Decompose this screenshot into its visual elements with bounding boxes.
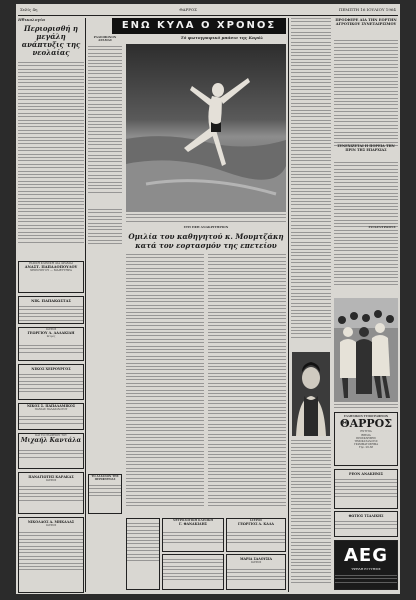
paper-name: ΘΑΡΡΟΣ bbox=[179, 6, 197, 12]
ad-narrow bbox=[126, 518, 160, 590]
ad-tharros-title: ΕΛΛΗΝΙΚΟΝ ΤΥΠΟΓΡΑΦΕΙΟΝ bbox=[343, 415, 389, 418]
crowd-image bbox=[334, 298, 398, 402]
ad-kala-title: ΙΑΤΡΟΣ bbox=[249, 518, 263, 522]
right-top-headline: ΠΡΟΣΦΕΡΕ ΔΙΑ ΤΗΝ ΕΟΡΤΗΝ ΑΓΡΟΤΙΚΟΥ ΣΥΝΕΤΑΙΡΙΣΜΟΥ bbox=[335, 18, 397, 27]
ad-neuro-name: Γ. ΦΑΝΑΚΙΔΗΣ bbox=[178, 522, 208, 527]
ad-peripheral-title: ΤΟ ΔΑΣΑΝΟΝ ΤΗΣ ΠΕΡΙΦΕΡΕΙΑΣ bbox=[91, 475, 119, 482]
aeg-tagline: ΥΨΗΛΗ ΕΓΓΥΗΣΙΣ bbox=[351, 567, 381, 571]
ad-karakas bbox=[18, 472, 84, 514]
page-header bbox=[16, 4, 400, 14]
ad-karakas-name: ΠΑΝΑΓΙΩΤΗΣ ΚΑΡΑΚΑΣ bbox=[28, 475, 74, 479]
ad-tsalikis-name: ΦΩΤΙΟΣ ΤΣΑΛΙΚΗΣ bbox=[348, 514, 384, 518]
page-number: Σελίς 4η bbox=[20, 6, 38, 12]
left-column bbox=[18, 18, 84, 594]
ad-clinic bbox=[18, 261, 84, 293]
ad-neuro-clinic bbox=[162, 518, 224, 552]
column-rule bbox=[288, 18, 289, 592]
portrait-image bbox=[292, 352, 330, 436]
article-body bbox=[18, 62, 84, 252]
ad-physician-name: ΓΕΩΡΓΙΟΥ Λ. ΔΑΛΑΚΙΔΗ bbox=[27, 331, 75, 336]
ad-tharros-phone: Τηλ. 26-38 bbox=[358, 445, 374, 449]
page-date: ΠΕΜΠΤΗ 16 ΙΟΥΛΙΟΥ 1964 bbox=[338, 6, 396, 12]
ad-doctor bbox=[18, 296, 84, 324]
ad-peripheral bbox=[88, 474, 122, 514]
ad-neuro-title: ΝΕΥΡΟΛΟΓΙΚΗ ΚΛΙΝΙΚΗ bbox=[172, 518, 214, 522]
crowd-photo bbox=[334, 298, 398, 402]
ad-karakas-sub: ΙΑΤΡΟΣ bbox=[45, 479, 57, 482]
ad-kala bbox=[226, 518, 286, 552]
ad-office-top: ΚΑΙ ΤΟ ΓΡΑΦΕΙΟΝ ΤΟΥ bbox=[35, 434, 67, 437]
ad-tharros-line: ΠΡΟΣΚΛΗΣΕΙΣ bbox=[356, 436, 376, 440]
ad-salousia-name: ΜΑΡΙΑ ΣΑΛΟΥΣΙΑ bbox=[240, 557, 272, 561]
portrait-photo bbox=[292, 352, 330, 436]
newspaper-page bbox=[16, 4, 400, 594]
ad-tharros-line: ΤΙΜΟΚΑΤΑΛΟΓΟΙ bbox=[354, 439, 378, 443]
right-narrow-lower bbox=[291, 440, 331, 590]
ad-kala-name: ΓΕΩΡΓΙΟΣ Δ. ΚΑΛΑ bbox=[238, 522, 274, 527]
right-small-head: ΣΥΓΚΕΝΤΡΩΣΕΙΣ bbox=[368, 225, 396, 229]
ad-aeg bbox=[334, 540, 398, 590]
right-narrow-column bbox=[291, 18, 331, 348]
ad-physician bbox=[18, 327, 84, 361]
ad-reon-title: ΡΕΟΝ ΑΝΑΚΗΝΙΣ bbox=[349, 472, 383, 476]
ad-clinic-title: ΕΙΔΙΚΗ ΚΛΙΝΙΚΗ ΔΙΑ ΔΡΑΜΑΙ bbox=[29, 261, 73, 265]
ad-surgeon-name: ΝΙΚΟΣ ΧΕΙΡΟΥΡΓΟΣ bbox=[31, 367, 71, 371]
ad-tharros-name: ΘΑΡΡΟΣ bbox=[339, 417, 393, 431]
column-rule bbox=[85, 18, 86, 592]
ad-tharros bbox=[334, 412, 398, 466]
dancer-photo-image bbox=[126, 44, 286, 212]
photo-legend bbox=[126, 214, 286, 224]
right-column bbox=[334, 18, 398, 298]
program-sub: ΔΡΑΜΑΣ bbox=[98, 38, 112, 43]
ad-clinic-sub: ΧΕΙΡΟΥΡΓΟΥ — ΜΑΙΕΥΤΗΡΑ bbox=[30, 268, 72, 273]
ad-surgeon bbox=[18, 364, 84, 400]
section-label: Ηθικολογία bbox=[18, 18, 46, 22]
ad-pediatrician-sub: ΠΑΝΙΑΣ ΠΑΛΑΙΟΛΟΓΟΥ bbox=[34, 408, 68, 411]
beach-photo bbox=[126, 44, 286, 212]
ad-salousia bbox=[226, 554, 286, 590]
center-banner: ΕΝΩ ΚΥΛΑ Ο ΧΡΟΝΟΣ bbox=[112, 18, 286, 34]
ad-pediatrician-name: ΝΙΚΟΣ Σ. ΠΑΠΑΛΑΜΙΚΟΣ bbox=[26, 404, 76, 408]
photo-caption: Τό φωτογραφικό μπάνιο της Καρόλ bbox=[180, 35, 264, 40]
ad-reon bbox=[334, 469, 398, 509]
program-title: ΡΑΔΙΟΦΩΝΟΝ bbox=[93, 36, 117, 39]
ad-clinic-name: ΑΝΑΣΤ. ΠΑΠΑΔΟΠΟΥΛΟΥ bbox=[24, 265, 78, 270]
article-col-1 bbox=[126, 254, 204, 514]
header-rule bbox=[18, 15, 398, 16]
aeg-logo: AEG bbox=[343, 545, 388, 566]
ad-tharros-line: ΕΝΤΥΠΑ bbox=[360, 430, 372, 434]
ad-doctor-name: ΝΙΚ. ΠΑΠΑΚΩΣΤΑΣ bbox=[31, 299, 71, 303]
ad-mikalas-name: ΝΙΚΟΛΑΟΣ Α. ΜΗΚΑΛΑΣ bbox=[27, 520, 75, 524]
ad-mikalas-sub: ΙΑΤΡΟΣ bbox=[45, 524, 57, 527]
ad-tharros-line: ΓΡΑΜΜΑΤΟΣΗΜΑ bbox=[353, 442, 379, 446]
ad-office bbox=[18, 433, 84, 469]
center-headline: Ομιλία του καθηγητού κ. Μουμτζάκη κατά τον εορτασμόν της επετείου bbox=[128, 232, 284, 250]
crowd-caption bbox=[334, 404, 398, 411]
ad-tharros-line: ΒΙΒΛΙΑ bbox=[361, 433, 371, 437]
left-headline: Περιορισθή η μεγάλη ανάπτυξις της νεολαίας bbox=[21, 24, 81, 58]
article-section-label: ΣΤΗ ΕΦΗ ΑΝΑΚΡΙΤΗΡΙΟΝ bbox=[183, 225, 229, 229]
ad-mikalas bbox=[18, 517, 84, 593]
ad-tsalikis bbox=[334, 511, 398, 537]
ad-salousia-sub: ΙΑΤΡΟΣ bbox=[250, 561, 262, 564]
ad-pediatrician bbox=[18, 403, 84, 430]
radio-program bbox=[88, 36, 122, 206]
right-mid-headline: ΣΥΝΕΧΙΖΕΤΑΙ Η ΠΟΡΕΙΑ ΤΗΝ ΠΡΙΝ ΤΗΣ ΕΠΑΡΧΙΑΣ bbox=[337, 144, 395, 153]
article-col-2 bbox=[208, 254, 286, 514]
side-notice bbox=[88, 209, 122, 279]
ad-physician-title: ΙΑΤΡΟΣ bbox=[45, 328, 57, 331]
ad-physician-sub: Ιατρός bbox=[46, 335, 56, 339]
ad-office-name: Μιχαήλ Καντάλα bbox=[20, 437, 82, 445]
ad-bottom-left bbox=[162, 554, 224, 590]
